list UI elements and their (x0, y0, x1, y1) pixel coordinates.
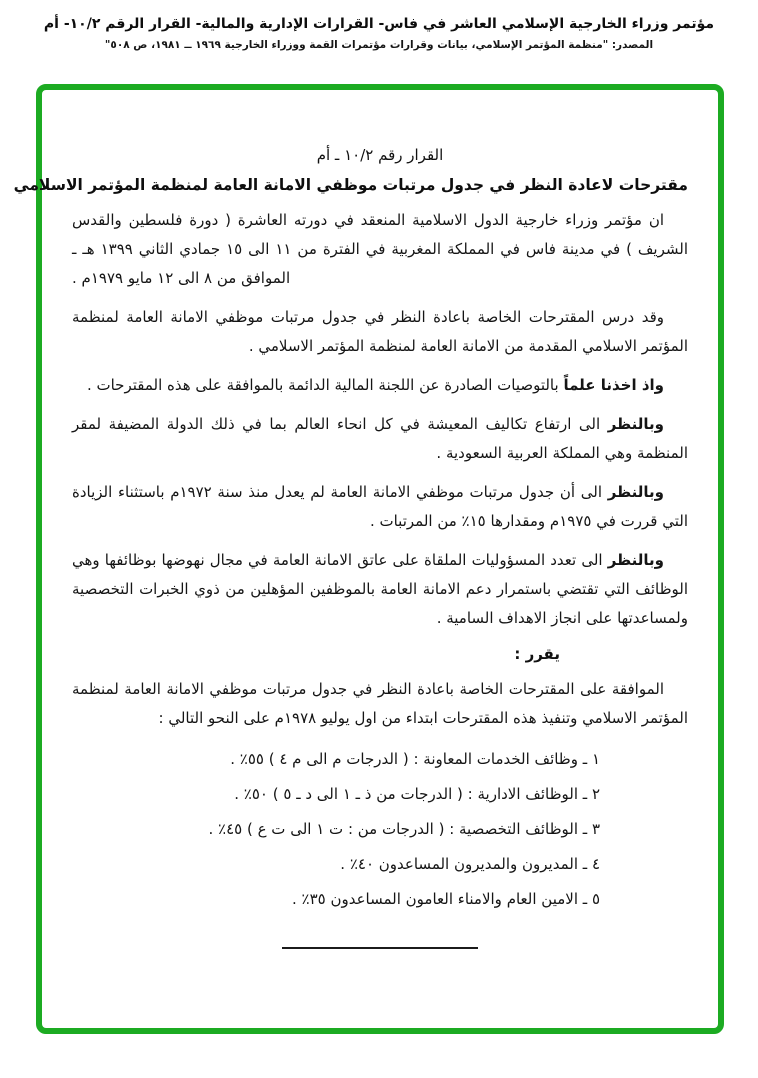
salary-item-administrative: ٢ ـ الوظائف الادارية : ( الدرجات من ذ ـ ١ الى د ـ ٥ ) ٥٠٪ . (234, 785, 600, 803)
document-border-box (13, 84, 724, 1034)
signature-rule (282, 947, 478, 949)
paragraph-lead: وبالنظر (607, 415, 664, 433)
noted-recommendations-paragraph (72, 371, 688, 400)
paragraph-text: الى أن جدول مرتبات موظفي الامانة العامة لم يعدل منذ سنة ١٩٧٢م باستثناء الزيادة التي قررت في ١٩٧٥م ومقدارها ١٥٪ من المرتبات . (72, 483, 688, 530)
page-header (0, 0, 758, 51)
salary-item-secretary-general: ٥ ـ الامين العام والامناء العامون المساعدون ٣٥٪ . (291, 890, 600, 908)
reviewed-proposals-paragraph (72, 303, 688, 361)
header-source-citation: المصدر: "منظمة المؤتمر الإسلامي، بيانات وقرارات مؤتمرات القمة ووزراء الخارجية ١٩٦٩ ــ ١٩٨١، ص ٥٠٨" (104, 39, 654, 51)
paragraph-text: ان مؤتمر وزراء خارجية الدول الاسلامية المنعقد في دورته العاشرة ( دورة فلسطين والقدس الشريف ) في مدينة فاس في المملكة المغربية في الفترة من ١١ الى ١٥ جمادي الثاني ١٣٩٩ هـ ـ الموافق من ٨ الى ١٢ مايو ١٩٧٩م . (72, 211, 688, 287)
paragraph-text: بالتوصيات الصادرة عن اللجنة المالية الدائمة بالموافقة على هذه المقترحات . (86, 376, 559, 394)
preamble-paragraph (72, 206, 688, 293)
paragraph-lead: واذ اخذنا علماً (563, 376, 664, 394)
salary-item-support-services: ١ ـ وظائف الخدمات المعاونة : ( الدرجات م الى م ٤ ) ٥٥٪ . (230, 750, 600, 768)
salary-item-professional: ٣ ـ الوظائف التخصصية : ( الدرجات من : ت ١ الى ت ع ) ٤٥٪ . (208, 820, 600, 838)
paragraph-text: وقد درس المقترحات الخاصة باعادة النظر في جدول مرتبات موظفي الامانة العامة لمنظمة المؤتمر الاسلامي المقدمة من الامانة العامة لمنظمة المؤتمر الاسلامي . (72, 308, 688, 355)
salary-item-directors: ٤ ـ المديرون والمديرون المساعدون ٤٠٪ . (340, 855, 600, 873)
considering-salary-schedule-paragraph (72, 478, 688, 536)
paragraph-text: الى ارتفاع تكاليف المعيشة في كل انحاء العالم بما في ذلك الدولة المضيفة لمقر المنظمة وهي المملكة العربية السعودية . (72, 415, 688, 462)
header-conference-title: مؤتمر وزراء الخارجية الإسلامي العاشر في فاس- القرارات الإدارية والمالية- القرار الرقم ١٠/٢- أم (43, 16, 715, 32)
paragraph-lead: وبالنظر (607, 483, 664, 501)
decision-number: القرار رقم ١٠/٢ ـ أم (316, 146, 444, 164)
document-title: مقترحات لاعادة النظر في جدول مرتبات موظفي الامانة العامة لمنظمة المؤتمر الاسلامي (13, 176, 688, 194)
resolution-intro-paragraph (72, 675, 688, 733)
paragraph-lead: وبالنظر (607, 551, 664, 569)
considering-responsibilities-paragraph (72, 546, 688, 633)
paragraph-text: الموافقة على المقترحات الخاصة باعادة النظر في جدول مرتبات موظفي الامانة العامة لمنظمة المؤتمر الاسلامي وتنفيذ هذه المقترحات ابتداء من اول يوليو ١٩٧٨م على النحو التالي : (72, 680, 688, 727)
paragraph-text: الى تعدد المسؤوليات الملقاة على عاتق الامانة العامة في مجال نهوضها بوظائفها وهي الوظائف التي تقتضي باستمرار دعم الامانة العامة بالموظفين المؤهلين من ذوي الخبرات التخصصية ولمساعدتها على انجاز الاهداف السامية . (72, 551, 688, 627)
considering-living-costs-paragraph (72, 410, 688, 468)
decides-label: يقرر : (514, 645, 560, 663)
